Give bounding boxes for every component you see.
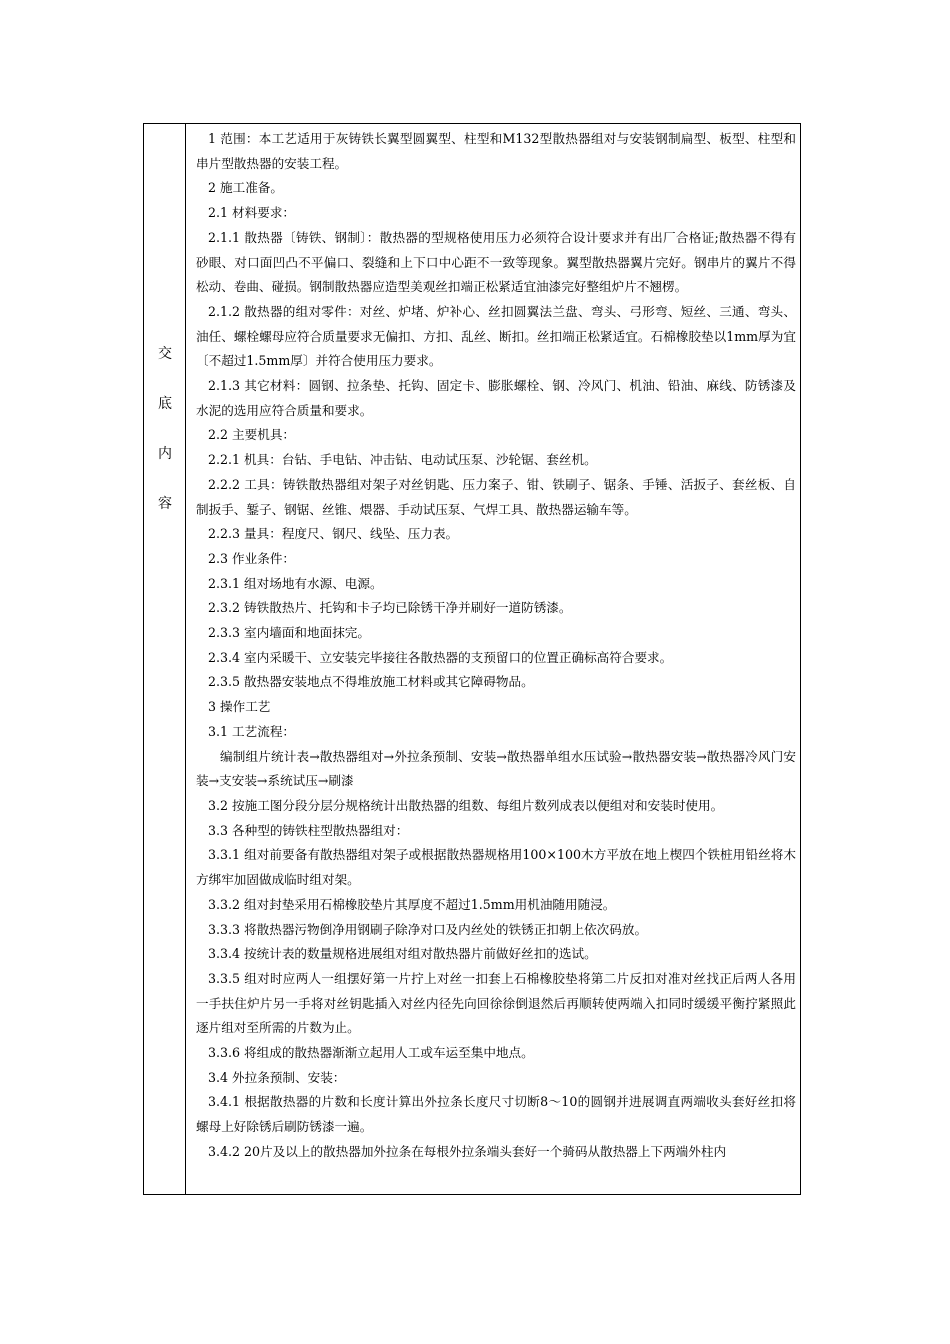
paragraph: 编制组片统计表→散热器组对→外拉条预制、安装→散热器单组水压试验→散热器安装→散热器冷风门安装→支安装→系统试压→刷漆 [196,748,796,789]
label-char: 交 [158,346,172,362]
label-char: 内 [158,446,172,462]
paragraph: 3.4.2 20片及以上的散热器加外拉条在每根外拉条端头套好一个骑码从散热器上下两端外柱内 [208,1143,727,1159]
content-cell [186,124,800,1194]
paragraph: 2.1.1 散热器〔铸铁、钢制〕：散热器的型规格使用压力必须符合设计要求并有出厂合格证;散热器不得有砂眼、对口面凹凸不平偏口、裂缝和上下口中心距不一致等现象。翼型散热器翼片完好。钢串片的翼片不得松动、卷曲、碰损。钢制散热器应造型美观丝扣端正松紧适宜油漆完好整组炉片不翘楞。 [196,229,796,295]
paragraph: 2.1.3 其它材料：圆钢、拉条垫、托钩、固定卡、膨胀螺栓、钢、冷风门、机油、铅油、麻线、防锈漆及水泥的选用应符合质量和要求。 [196,378,796,418]
paragraph: 3.3.4 按统计表的数量规格进展组对组对散热器片前做好丝扣的选试。 [208,946,597,962]
paragraph: 2.3.3 室内墙面和地面抹完。 [208,625,370,641]
paragraph: 2.2.3 量具：程度尺、钢尺、线坠、压力表。 [208,526,459,542]
paragraph: 3.3.2 组对封垫采用石棉橡胶垫片其厚度不超过1.5mm用机油随用随浸。 [208,896,616,912]
paragraph: 2.1.2 散热器的组对零件：对丝、炉堵、炉补心、丝扣圆翼法兰盘、弯头、弓形弯、短丝、三通、弯头、油任、螺栓螺母应符合质量要求无偏扣、方扣、乱丝、断扣。丝扣端正松紧适宜。石棉橡胶垫以1mm厚为宜〔不超过1.5mm厚〕并符合使用压力要求。 [196,303,796,369]
paragraph: 2.3.5 散热器安装地点不得堆放施工材料或其它障碍物品。 [208,674,534,690]
paragraph: 2.2.2 工具：铸铁散热器组对架子对丝钥匙、压力案子、钳、铁刷子、锯条、手锤、活扳子、套丝板、自制扳手、錾子、钢锯、丝锥、煨器、手动试压泵、气焊工具、散热器运输车等。 [196,476,796,517]
paragraph: 3 操作工艺 [208,699,271,715]
paragraph: 3.3 各种型的铸铁柱型散热器组对： [208,822,409,838]
paragraph: 3.3.5 组对时应两人一组摆好第一片拧上对丝一扣套上石棉橡胶垫将第二片反扣对准对丝找正后两人各用一手扶住炉片另一手将对丝钥匙插入对丝内径先向回徐徐倒退然后再顺转使两端入扣同时缓缓平衡拧紧照此逐片组对至所需的片数为止。 [196,970,796,1036]
paragraph: 3.3.3 将散热器污物倒净用钢刷子除净对口及内丝处的铁锈正扣朝上依次码放。 [208,921,648,937]
paragraph: 2.1 材料要求： [208,205,296,221]
document-table [143,123,801,1195]
paragraph: 3.1 工艺流程： [208,723,296,739]
paragraph: 3.3.6 将组成的散热器渐渐立起用人工或车运至集中地点。 [208,1045,534,1061]
paragraph: 3.3.1 组对前要备有散热器组对架子或根据散热器规格用100×100木方平放在地上楔四个铁桩用铅丝将木方绑牢加固做成临时组对架。 [196,847,796,888]
paragraph: 2 施工准备。 [208,180,283,196]
paragraph: 2.3.1 组对场地有水源、电源。 [208,575,383,591]
label-char: 容 [158,496,172,512]
paragraph: 3.2 按施工图分段分层分规格统计出散热器的组数、每组片数列成表以便组对和安装时使用。 [208,797,724,813]
label-char: 底 [158,396,172,412]
paragraph: 3.4 外拉条预制、安装： [208,1069,346,1085]
paragraph: 2.3.4 室内采暖干、立安装完毕接往各散热器的支预留口的位置正确标高符合要求。 [208,649,673,665]
paragraph: 1 范围：本工艺适用于灰铸铁长翼型圆翼型、柱型和M132型散热器组对与安装钢制扁型、板型、柱型和串片型散热器的安装工程。 [196,131,796,171]
paragraph: 3.4.1 根据散热器的片数和长度计算出外拉条长度尺寸切断8～10的圆钢并进展调直两端收头套好丝扣将螺母上好除锈后刷防锈漆一遍。 [196,1094,796,1135]
label-cell [144,124,186,1194]
paragraph: 2.3 作业条件： [208,550,296,566]
paragraph: 2.2 主要机具： [208,427,296,443]
paragraph: 2.2.1 机具：台钻、手电钻、冲击钻、电动试压泵、沙轮锯、套丝机。 [208,452,597,468]
paragraph: 2.3.2 铸铁散热片、托钩和卡子均已除锈干净并刷好一道防锈漆。 [208,600,572,616]
